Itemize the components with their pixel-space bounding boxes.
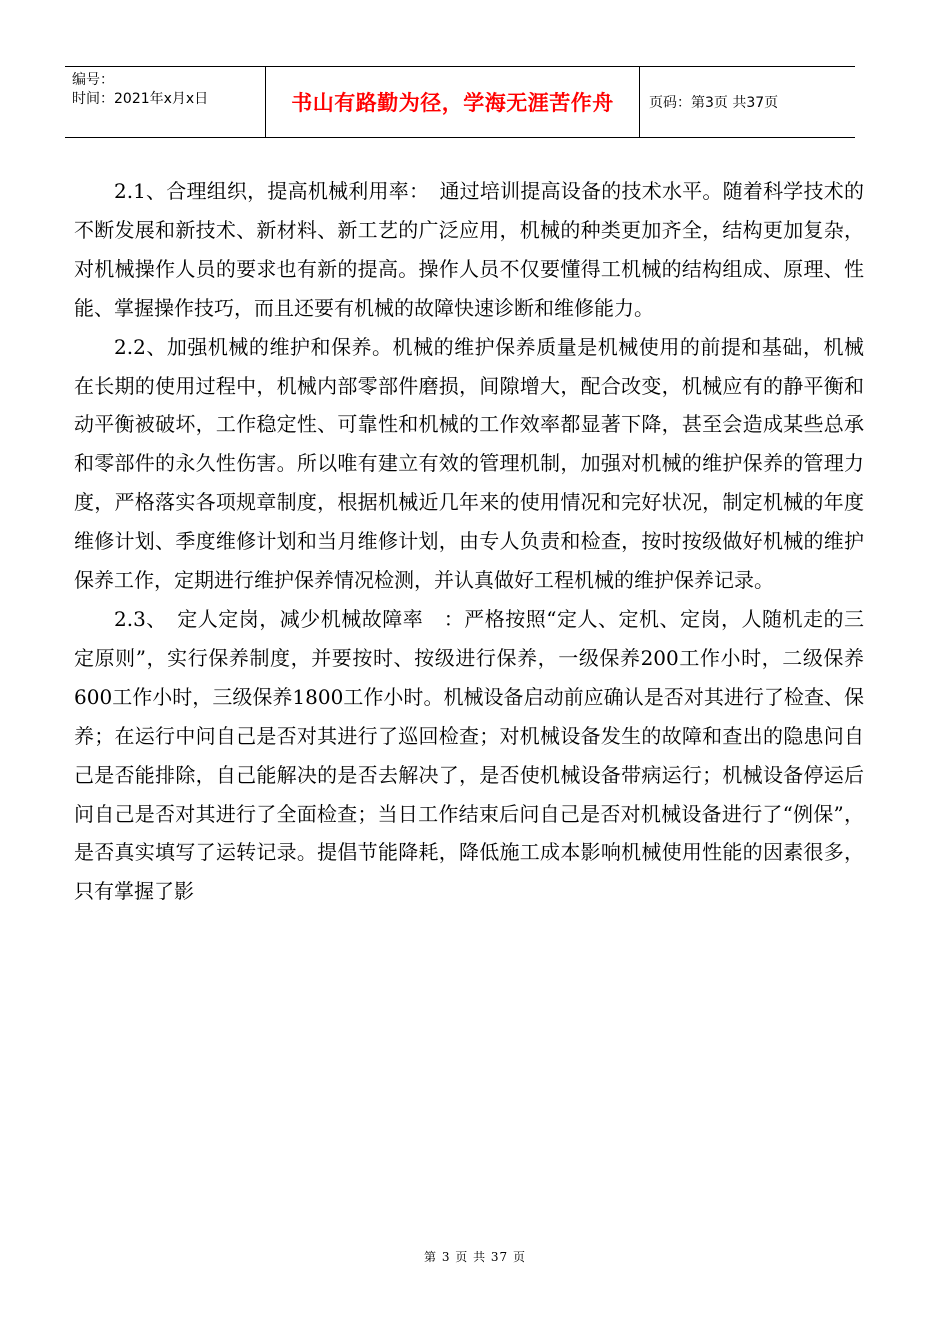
document-time-label: 时间：2021年x月x日	[72, 91, 209, 107]
header-page-info: 页码：第3页 共37页	[649, 95, 779, 111]
body-paragraph: 2.2、加强机械的维护和保养。机械的维护保养质量是机械使用的前提和基础，机械在长期的使用过程中，机械内部零部件磨损，间隙增大，配合改变，机械应有的静平衡和动平衡被破坏，工作稳定性、可靠性和机械的工作效率都显著下降，甚至会造成某些总承和零部件的永久性伤害。所以唯有建立有效的管理机制，加强对机械的维护保养的管理力度，严格落实各项规章制度，根据机械近几年来的使用情况和完好状况，制定机械的年度维修计划、季度维修计划和当月维修计划，由专人负责和检查，按时按级做好机械的维护保养工作，定期进行维护保养情况检测，并认真做好工程机械的维护保养记录。	[74, 334, 864, 593]
document-number-label: 编号：	[72, 72, 114, 88]
header-motto: 书山有路勤为径，学海无涯苦作舟	[291, 91, 614, 115]
header-divider	[639, 67, 640, 137]
header-meta	[72, 71, 262, 109]
page-header	[65, 66, 855, 138]
page-footer: 第 3 页 共 37 页	[424, 1250, 526, 1264]
body-paragraph: 2.1、合理组织，提高机械利用率： 通过培训提高设备的技术水平。随着科学技术的不断发展和新技术、新材料、新工艺的广泛应用，机械的种类更加齐全，结构更加复杂，对机械操作人员的要求也有新的提高。操作人员不仅要懂得工机械的结构组成、原理、性能、掌握操作技巧，而且还要有机械的故障快速诊断和维修能力。	[74, 179, 864, 320]
body-paragraph: 2.3、 定人定岗，减少机械故障率 ：严格按照“定人、定机、定岗，人随机走的三定原则”，实行保养制度，并要按时、按级进行保养，一级保养200工作小时，二级保养600工作小时，三级保养1800工作小时。机械设备启动前应确认是否对其进行了检查、保养；在运行中问自己是否对其进行了巡回检查；对机械设备发生的故障和查出的隐患问自己是否能排除，自己能解决的是否去解决了，是否使机械设备带病运行；机械设备停运后问自己是否对其进行了全面检查；当日工作结束后问自己是否对机械设备进行了“例保”，是否真实填写了运转记录。提倡节能降耗，降低施工成本影响机械使用性能的因素很多，只有掌握了影	[74, 606, 864, 904]
document-body	[74, 172, 864, 911]
